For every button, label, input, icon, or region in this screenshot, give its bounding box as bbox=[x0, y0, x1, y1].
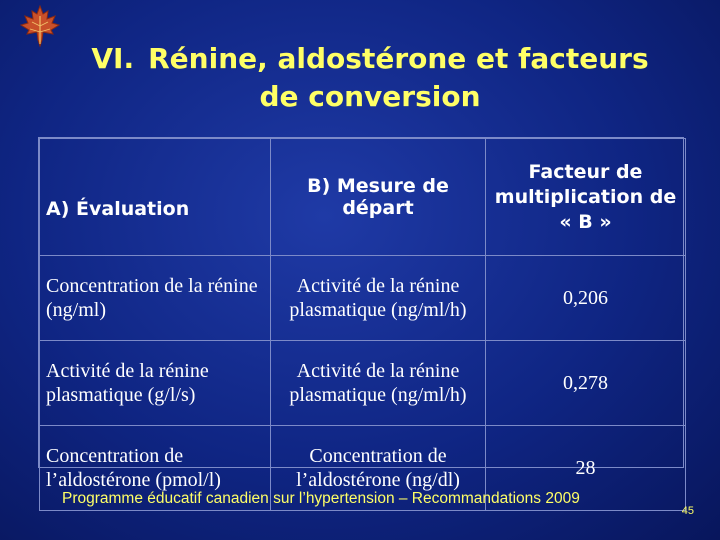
header-evaluation: A) Évaluation bbox=[40, 139, 271, 256]
header-mesure: B) Mesure de départ bbox=[271, 139, 486, 256]
header-facteur: Facteur de multiplication de « B » bbox=[486, 139, 686, 256]
maple-leaf-icon bbox=[18, 4, 62, 48]
cell-mesure: Concentration de l’aldostérone (ng/dl) bbox=[271, 426, 486, 511]
cell-evaluation: Activité de la rénine plasmatique (g/l/s) bbox=[40, 341, 271, 426]
title-line-2: de conversion bbox=[259, 80, 481, 113]
cell-facteur: 28 bbox=[486, 426, 686, 511]
cell-evaluation: Concentration de l’aldostérone (pmol/l) bbox=[40, 426, 271, 511]
cell-facteur: 0,278 bbox=[486, 341, 686, 426]
footer-source: Programme éducatif canadien sur l’hypertension – Recommandations 2009 bbox=[62, 490, 580, 507]
cell-facteur: 0,206 bbox=[486, 256, 686, 341]
table-row bbox=[40, 256, 686, 341]
section-number: VI. bbox=[91, 42, 135, 75]
cell-mesure: Activité de la rénine plasmatique (ng/ml/h) bbox=[271, 256, 486, 341]
table-header-row bbox=[40, 139, 686, 256]
table-row bbox=[40, 341, 686, 426]
conversion-table bbox=[38, 137, 684, 491]
slide-title bbox=[60, 40, 680, 116]
cell-evaluation: Concentration de la rénine (ng/ml) bbox=[40, 256, 271, 341]
cell-mesure: Activité de la rénine plasmatique (ng/ml/h) bbox=[271, 341, 486, 426]
page-number: 45 bbox=[681, 505, 694, 517]
title-line-1: Rénine, aldostérone et facteurs bbox=[148, 42, 649, 75]
